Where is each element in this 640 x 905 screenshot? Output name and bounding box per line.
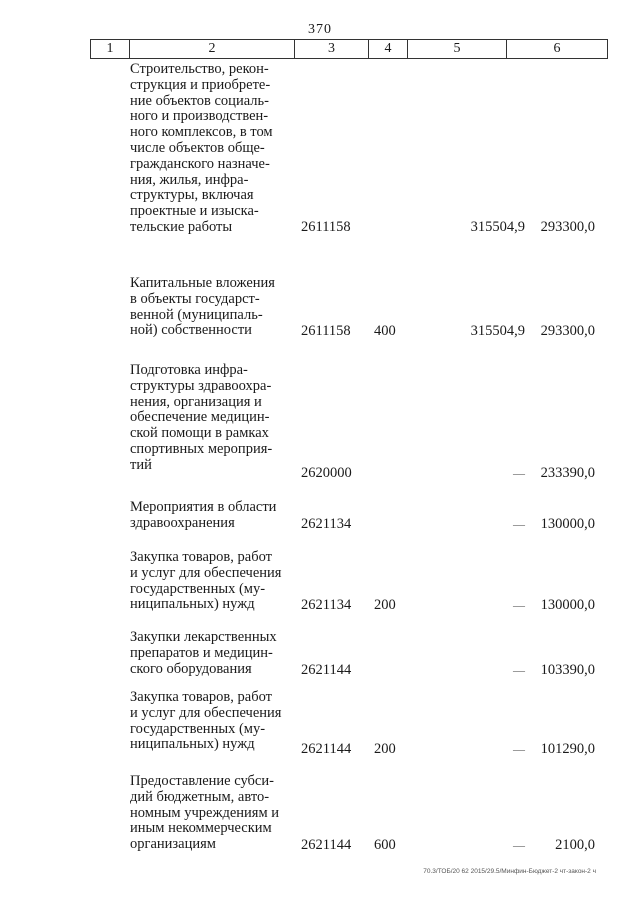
column-header-row xyxy=(90,39,608,59)
description-line: проектные и изыска- xyxy=(130,203,259,220)
row-value-5: — xyxy=(513,742,525,756)
row-code: 2621144 xyxy=(301,837,352,853)
row-description xyxy=(130,550,288,613)
row-value-6: 130000,0 xyxy=(540,597,595,613)
row-value-5: 315504,9 xyxy=(470,219,525,235)
row-code: 2621144 xyxy=(301,662,352,678)
description-line: тий xyxy=(130,456,152,473)
description-line: Закупка товаров, работ xyxy=(130,689,272,705)
row-value-6: 101290,0 xyxy=(540,741,595,757)
page-number: 370 xyxy=(308,22,332,37)
column-header-6: 6 xyxy=(507,40,608,59)
row-description xyxy=(130,690,288,753)
description-line: структуры здравоохра- xyxy=(130,377,272,394)
description-line: препаратов и медицин- xyxy=(130,644,273,661)
description-line: ниципальных) нужд xyxy=(130,736,255,753)
row-value-6: 130000,0 xyxy=(540,516,595,532)
description-line: венной (муниципаль- xyxy=(130,306,263,323)
description-line: и услуг для обеспечения xyxy=(130,704,282,721)
description-line: гражданского назначе- xyxy=(130,155,270,172)
column-header-4: 4 xyxy=(369,40,408,59)
description-line: в объекты государст- xyxy=(130,290,260,307)
description-line: государственных (му- xyxy=(130,720,266,737)
row-value-5: — xyxy=(513,598,525,612)
description-line: ского оборудования xyxy=(130,660,252,677)
row-code: 2621134 xyxy=(301,516,352,532)
row-value-6: 103390,0 xyxy=(540,662,595,678)
column-header-5: 5 xyxy=(408,40,507,59)
description-line: и услуг для обеспечения xyxy=(130,564,282,581)
row-code: 2611158 xyxy=(301,323,351,339)
description-line: структуры, включая xyxy=(130,187,254,204)
description-line: струкция и приобрете- xyxy=(130,76,271,93)
description-line: ного комплексов, в том xyxy=(130,124,273,141)
row-code: 2611158 xyxy=(301,219,351,235)
row-value-6: 293300,0 xyxy=(540,219,595,235)
row-type: 200 xyxy=(374,741,396,757)
row-description xyxy=(130,276,288,339)
description-line: Капитальные вложения xyxy=(130,275,275,291)
column-header-1: 1 xyxy=(91,40,130,59)
description-line: числе объектов обще- xyxy=(130,139,265,156)
row-value-5: — xyxy=(513,466,525,480)
description-line: номным учреждениям и xyxy=(130,804,280,821)
description-line: спортивных мероприя- xyxy=(130,440,273,457)
description-line: Закупка товаров, работ xyxy=(130,549,272,565)
description-line: Строительство, рекон- xyxy=(130,61,269,77)
row-code: 2621144 xyxy=(301,741,352,757)
row-code: 2620000 xyxy=(301,465,352,481)
description-line: ного и производствен- xyxy=(130,108,269,125)
description-line: обеспечение медицин- xyxy=(130,409,270,426)
description-line: государственных (му- xyxy=(130,580,266,597)
row-description xyxy=(130,630,288,677)
column-header-3: 3 xyxy=(295,40,369,59)
description-line: дий бюджетным, авто- xyxy=(130,788,270,805)
description-line: Мероприятия в области xyxy=(130,499,277,515)
description-line: Закупки лекарственных xyxy=(130,629,277,645)
description-line: Подготовка инфра- xyxy=(130,362,248,378)
row-description xyxy=(130,500,288,532)
row-description xyxy=(130,363,288,474)
description-line: ной) собственности xyxy=(130,322,252,339)
row-value-5: 315504,9 xyxy=(470,323,525,339)
footer-reference: 70.3/ТОБ/20 62 2015/29.5/Минфин-Бюджет-2 чт-закон-2 ч xyxy=(423,868,596,875)
row-value-5: — xyxy=(513,517,525,531)
description-line: ния, жилья, инфра- xyxy=(130,171,249,188)
row-description xyxy=(130,774,288,853)
description-line: тельские работы xyxy=(130,218,233,235)
description-line: ние объектов социаль- xyxy=(130,92,269,109)
row-type: 600 xyxy=(374,837,396,853)
row-value-5: — xyxy=(513,663,525,677)
row-code: 2621134 xyxy=(301,597,352,613)
description-line: Предоставление субси- xyxy=(130,773,274,789)
row-type: 200 xyxy=(374,597,396,613)
description-line: ниципальных) нужд xyxy=(130,596,255,613)
description-line: нения, организация и xyxy=(130,393,262,410)
row-value-6: 2100,0 xyxy=(555,837,595,853)
column-header-2: 2 xyxy=(130,40,295,59)
row-description xyxy=(130,62,288,236)
description-line: ской помощи в рамках xyxy=(130,425,269,442)
description-line: организациям xyxy=(130,836,216,853)
description-line: здравоохранения xyxy=(130,514,235,531)
row-value-6: 293300,0 xyxy=(540,323,595,339)
row-type: 400 xyxy=(374,323,396,339)
description-line: иным некоммерческим xyxy=(130,820,272,837)
row-value-6: 233390,0 xyxy=(540,465,595,481)
row-value-5: — xyxy=(513,838,525,852)
